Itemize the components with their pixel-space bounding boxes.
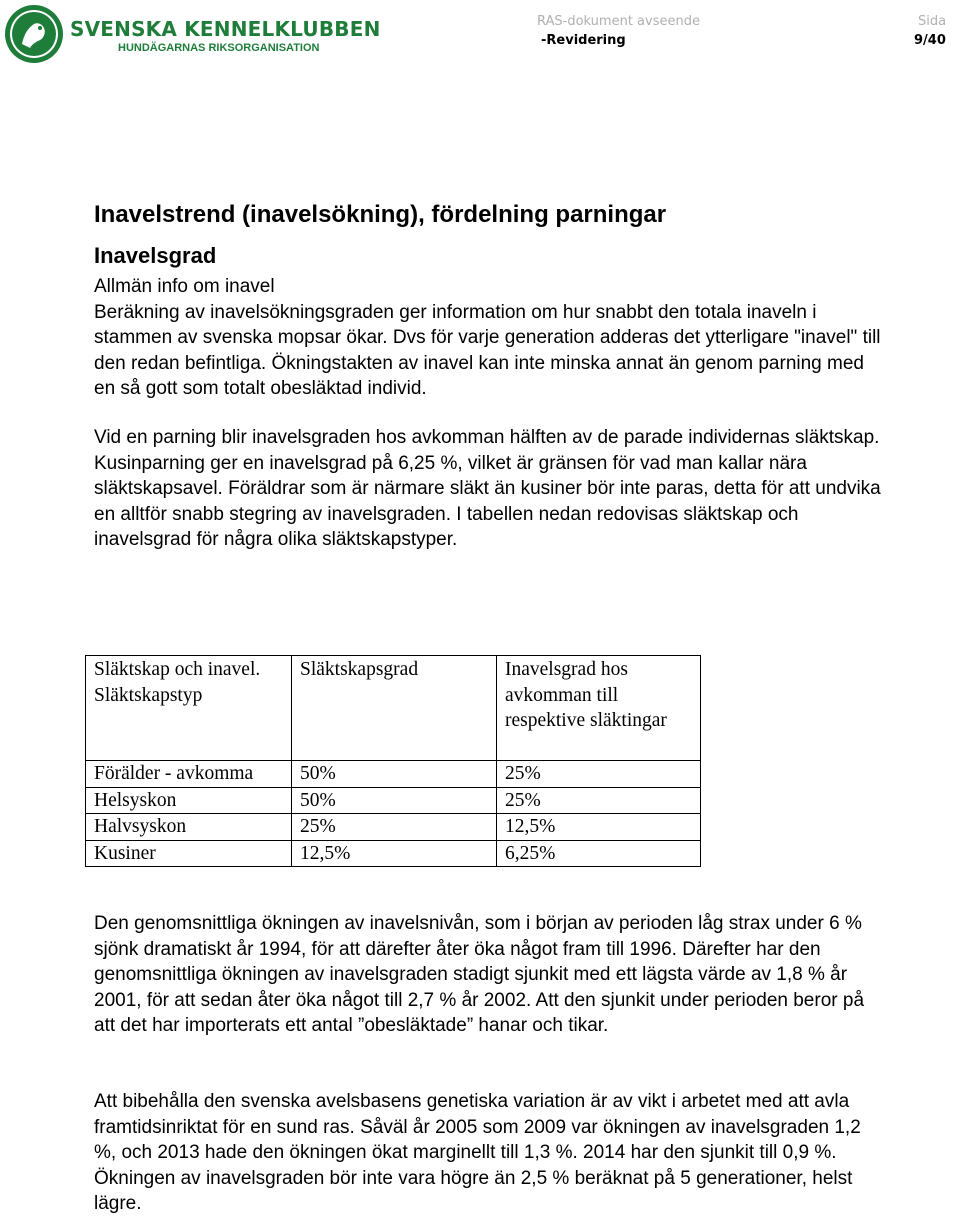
kennel-club-seal-icon [4,4,64,64]
table-row [86,840,701,867]
table-cell: 6,25% [497,840,701,867]
page-header [0,0,960,72]
org-name: SVENSKA KENNELKLUBBEN [70,17,381,41]
intro-paragraph: Allmän info om inavel Beräkning av inavelsökningsgraden ger information om hur snabbt den totala inaveln i stammen av svenska mopsar ökar. Dvs för varje generation adderas det ytterligare "inavel" till den redan befintliga. Ökningstakten av inavel kan inte minska annat än genom parning med en så gott som totalt obesläktad individ. [94,276,881,399]
table-cell: 12,5% [292,840,497,867]
table-cell: 25% [497,787,701,814]
table-row [86,761,701,788]
table-cell: 50% [292,787,497,814]
page-number: 9/40 [914,33,946,48]
table-cell: 25% [292,814,497,841]
section-subheading: Inavelsgrad [94,243,217,268]
table-cell: Förälder - avkomma [86,761,292,788]
doc-type: RAS-dokument avseende [537,14,700,29]
section-heading: Inavelstrend (inavelsökning), fördelning parningar [94,201,667,228]
table-header-row [86,656,701,761]
table-header-cell: Inavelsgrad hos avkomman till respektive släktingar [497,656,701,761]
table-header-cell: Släktskapsgrad [292,656,497,761]
doc-subtitle: -Revidering [541,33,626,48]
kinship-table [85,655,701,867]
org-subtitle: HUNDÄGARNAS RIKSORGANISATION [118,42,320,54]
table-row [86,814,701,841]
mating-paragraph: Vid en parning blir inavelsgraden hos avkomman hälften av de parade individernas släktskap. Kusinparning ger en inavelsgrad på 6,25 %, vilket är gränsen för vad man kallar nära släktskapsavel. Föräldrar som är närmare släkt än kusiner bör inte paras, detta för att undvika en alltför snabb stegring av inavelsgraden. I tabellen nedan redovisas släktskap och inavelsgrad för några olika släktskapstyper. [94,427,881,550]
trend-paragraph: Den genomsnittliga ökningen av inavelsnivån, som i början av perioden låg strax under 6 % sjönk dramatiskt år 1994, för att därefter åter öka något fram till 1996. Därefter har den genomsnittliga ökningen av inavelsgraden stadigt sjunkit med ett lägsta värde av 1,8 % år 2001, för att sedan åter öka något till 2,7 % år 2002. Att den sjunkit under perioden beror på att det har importerats ett antal ”obesläktade” hanar och tikar. [94,913,865,1036]
table-cell: Kusiner [86,840,292,867]
table-cell: 50% [292,761,497,788]
page-label: Sida [918,14,947,29]
table-cell: 25% [497,761,701,788]
variation-paragraph: Att bibehålla den svenska avelsbasens genetiska variation är av vikt i arbetet med att avla framtidsinriktat för en sund ras. Såväl år 2005 som 2009 var ökningen av inavelsgraden 1,2 %, och 2013 hade den ökningen ökat marginellt till 1,3 %. 2014 har den sjunkit till 0,9 %. Ökningen av inavelsgraden bör inte vara högre än 2,5 % beräknat på 5 generationer, helst lägre. [94,1091,861,1214]
table-cell: 12,5% [497,814,701,841]
table-row [86,787,701,814]
table-header-cell: Släktskap och inavel. Släktskapstyp [86,656,292,761]
table-cell: Halvsyskon [86,814,292,841]
table-cell: Helsyskon [86,787,292,814]
